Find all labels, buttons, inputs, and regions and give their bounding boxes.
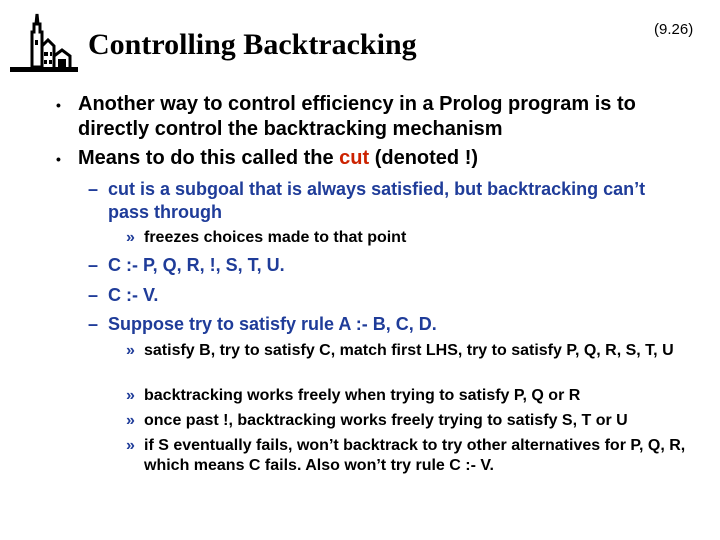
sub-marker: » [126,229,135,246]
sub-sub-item-satisfy [126,341,704,361]
sub-sub-item-text: freezes choices made to that point [144,229,407,246]
bullet-marker: • [56,151,61,167]
sub-item-rule-2 [88,284,688,307]
sub-sub-item-text: if S eventually fails, won’t backtrack to try other alternatives for P, Q, R, which means C fails. Also won’t try rule C :- V. [144,437,686,474]
slide-title: Controlling Backtracking [88,28,417,61]
sub-sub-item-if-s-fails [126,436,704,476]
cut-keyword: cut [339,147,370,169]
sub-item-rule-1 [88,254,688,277]
sub-item-text: C :- P, Q, R, !, S, T, U. [108,255,285,275]
sub-sub-item-backtracking-free [126,386,704,406]
bullet-item-1 [56,92,698,142]
dash-marker: – [88,314,99,334]
sub-item-text: cut is a subgoal that is always satisfied, but backtracking can’t pass through [108,179,646,222]
bullet-item-2 [56,146,698,171]
bullet-marker: • [56,97,61,113]
sub-sub-item-freezes [126,228,704,248]
sub-marker: » [126,412,135,429]
slide-number: (9.26) [654,21,694,38]
bullet-text-suffix: (denoted !) [369,147,479,169]
dash-marker: – [88,285,99,305]
sub-sub-item-text: satisfy B, try to satisfy C, match first LHS, try to satisfy P, Q, R, S, T, U [144,342,674,359]
sub-marker: » [126,437,135,454]
dash-marker: – [88,255,99,275]
sub-sub-item-text: backtracking works freely when trying to satisfy P, Q or R [144,387,581,404]
bullet-text: Another way to control efficiency in a Prolog program is to directly control the backtracking mechanism [78,93,636,140]
castle-tower-logo-icon [8,10,80,76]
dash-marker: – [88,179,99,199]
sub-item-text: Suppose try to satisfy rule A :- B, C, D. [108,314,437,334]
sub-marker: » [126,387,135,404]
sub-sub-item-once-past [126,411,704,431]
sub-item-suppose [88,313,688,336]
sub-marker: » [126,342,135,359]
bullet-text-prefix: Means to do this called the [78,147,340,169]
sub-item-text: C :- V. [108,285,159,305]
sub-item-cut-definition [88,178,688,224]
sub-sub-item-text: once past !, backtracking works freely trying to satisfy S, T or U [144,412,628,429]
